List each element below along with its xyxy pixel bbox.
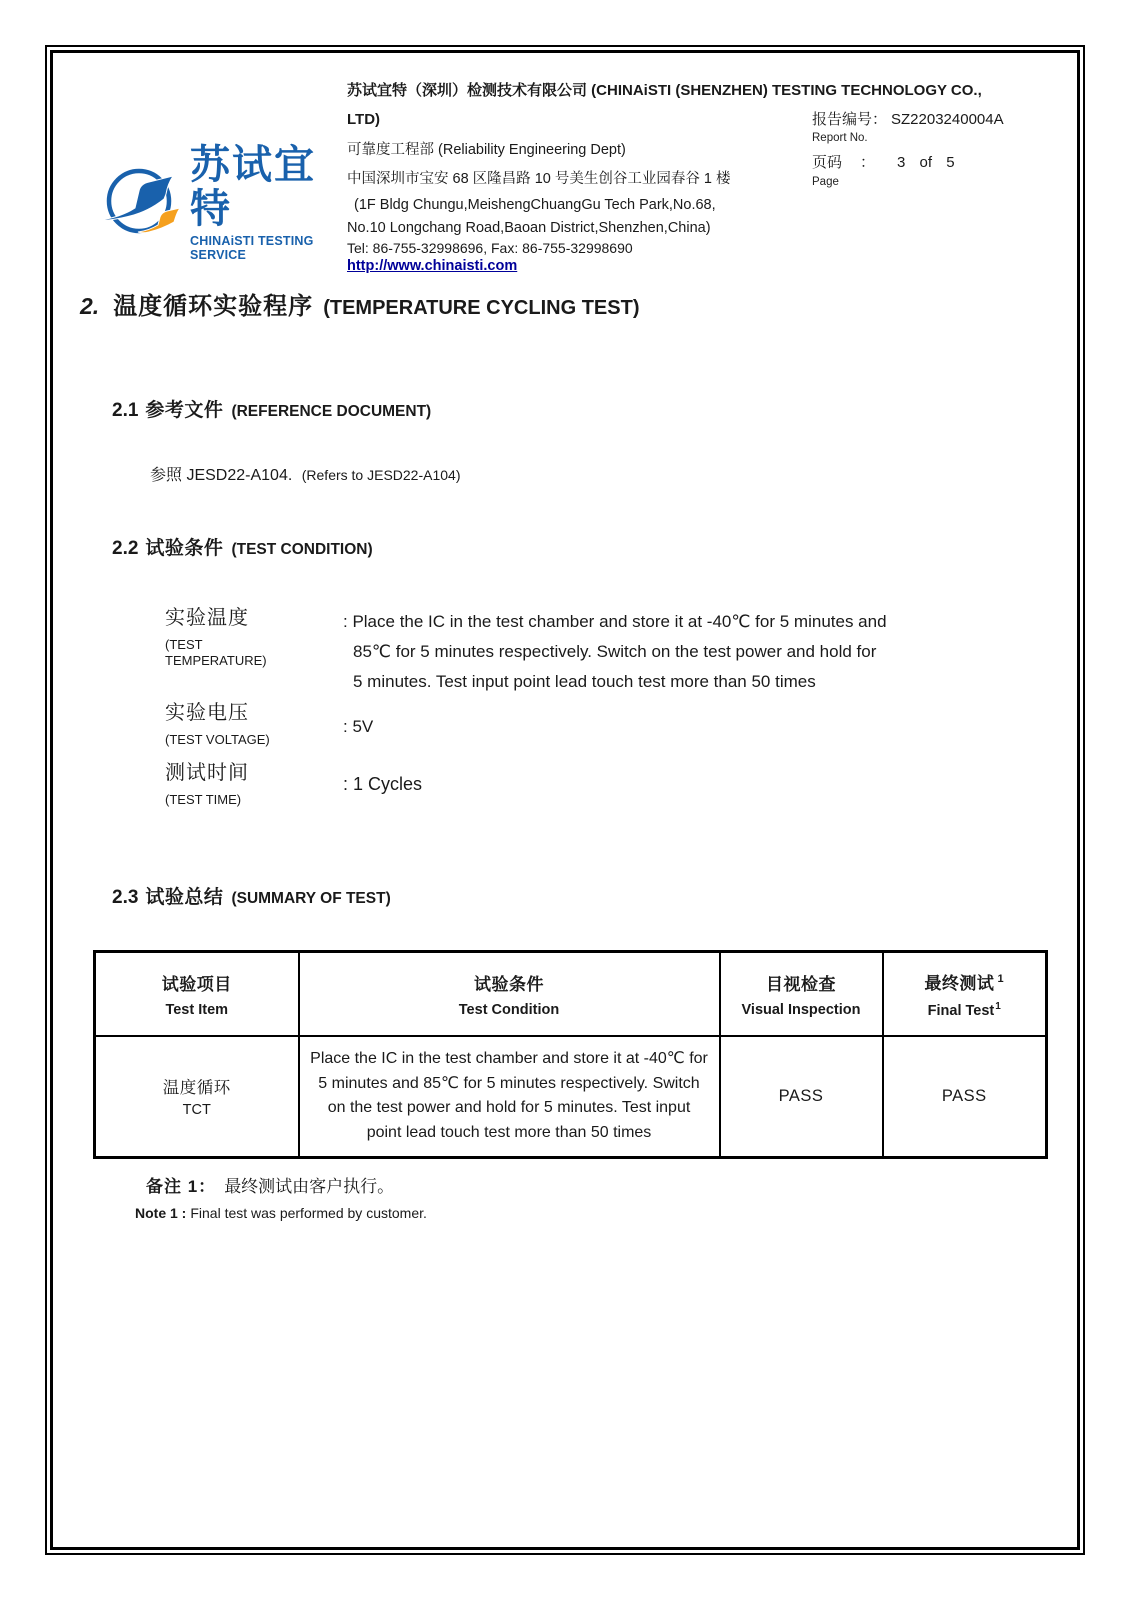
logo-text	[190, 143, 346, 262]
section2-2-title-zh: 试验条件	[145, 538, 224, 559]
page-border-outer	[45, 45, 1085, 1555]
condition-label-zh: 实验电压	[165, 702, 249, 724]
table-header-row	[95, 952, 1047, 1036]
report-number-value: SZ2203240004A	[891, 111, 1004, 128]
condition-label-zh: 测试时间	[165, 762, 249, 784]
logo-name-zh: 苏试宜特	[190, 143, 316, 231]
condition-value	[343, 760, 988, 808]
page-border-inner	[50, 50, 1080, 1550]
section2-1-title-en: (REFERENCE DOCUMENT)	[231, 403, 432, 420]
condition-row-voltage	[165, 700, 988, 748]
cell-visual-inspection	[720, 1036, 883, 1158]
page-separator: ：	[860, 154, 876, 171]
report-meta	[812, 108, 1062, 188]
company-tel-fax: Tel: 86-755-32998696, Fax: 86-755-32998690	[347, 240, 633, 256]
company-address-zh: 中国深圳市宝安 68 区隆昌路 10 号美生创谷工业园春谷 1 楼	[347, 171, 731, 187]
reference-document-line	[150, 462, 460, 485]
note-1-label-zh: 备注 1：	[146, 1177, 217, 1196]
condition-row-temperature	[165, 605, 988, 697]
section2-1-title-zh: 参考文件	[145, 400, 224, 421]
logo-name-en: CHINAiSTI TESTING SERVICE	[190, 234, 314, 262]
summary-of-test-table	[93, 950, 1048, 1159]
condition-value	[343, 605, 988, 697]
test-item-zh: 温度循环	[162, 1079, 231, 1098]
page-number-value: 3 of 5	[897, 154, 955, 171]
page-number-row	[812, 151, 1062, 172]
section2-2-title-en: (TEST CONDITION)	[231, 541, 373, 558]
note-1-text-en: Final test was performed by customer.	[190, 1205, 427, 1221]
reference-zh: 参照 JESD22-A104.	[150, 467, 293, 484]
visual-inspection-result: PASS	[778, 1086, 824, 1105]
header-zh: 试验条件	[474, 974, 544, 994]
section2-3-title-en: (SUMMARY OF TEST)	[231, 890, 391, 907]
header-en: Test Item	[165, 1001, 229, 1018]
condition-label	[165, 700, 343, 748]
cell-test-condition	[299, 1036, 720, 1158]
section2-3-heading	[112, 882, 391, 909]
test-item-en: TCT	[182, 1102, 211, 1119]
column-header-test-condition	[299, 952, 720, 1036]
condition-value	[343, 700, 988, 748]
condition-row-time	[165, 760, 988, 808]
section2-2-heading	[112, 533, 373, 560]
reference-en: (Refers to JESD22-A104)	[301, 467, 461, 483]
footnote-marker: 1	[997, 973, 1005, 986]
section2-title-en: (TEMPERATURE CYCLING TEST)	[323, 297, 640, 319]
condition-value-line: : Place the IC in the test chamber and store it at -40℃ for 5 minutes and	[343, 612, 887, 631]
condition-label-en: (TEST VOLTAGE)	[165, 732, 270, 747]
note-1-zh	[135, 1172, 427, 1197]
section2-number: 2.	[80, 293, 100, 319]
header-en: Final Test$^1$	[927, 1000, 1001, 1019]
footnotes	[135, 1172, 427, 1221]
condition-value-line: : 1 Cycles	[343, 774, 423, 794]
section2-title-zh: 温度循环实验程序	[113, 293, 314, 320]
company-address-en1: (1F Bldg Chungu,MeishengChuangGu Tech Park,No.68,	[354, 197, 716, 213]
header-en: Visual Inspection	[741, 1001, 861, 1018]
test-condition-text: Place the IC in the test chamber and store it at -40℃ for 5 minutes and 85℃ for 5 minutes respectively. Switch on the test power and hold for 5 minutes. Test input point lead touch test more than 50 times	[310, 1050, 708, 1141]
company-name-line1: 苏试宜特（深圳）检测技术有限公司 (CHINAiSTI (SHENZHEN) TESTING TECHNOLOGY CO.,	[347, 82, 982, 99]
section2-3-title-zh: 试验总结	[145, 887, 224, 908]
logo-swoosh-icon	[96, 163, 184, 243]
section2-title	[80, 286, 639, 321]
report-number-row	[812, 108, 1062, 129]
section2-2-number: 2.2	[112, 538, 139, 559]
table-row-tct	[95, 1036, 1047, 1158]
condition-value-line: : 5V	[343, 717, 374, 736]
note-1-text-zh: 最终测试由客户执行。	[224, 1177, 395, 1196]
company-logo	[96, 143, 346, 262]
note-1-en	[135, 1205, 427, 1221]
company-department: 可靠度工程部 (Reliability Engineering Dept)	[347, 142, 626, 158]
condition-value-line: 85℃ for 5 minutes respectively. Switch on the test power and hold for	[353, 642, 877, 661]
section2-3-number: 2.3	[112, 887, 139, 908]
header-en: Test Condition	[458, 1001, 560, 1018]
cell-final-test	[883, 1036, 1047, 1158]
condition-label-en: (TEST TEMPERATURE)	[165, 637, 267, 668]
final-test-result: PASS	[941, 1086, 987, 1105]
page-label-en: Page	[812, 176, 839, 188]
condition-label-en: (TEST TIME)	[165, 792, 242, 807]
condition-label	[165, 605, 343, 697]
condition-label-zh: 实验温度	[165, 607, 249, 629]
column-header-test-item	[95, 952, 299, 1036]
column-header-visual-inspection	[720, 952, 883, 1036]
condition-value-line: 5 minutes. Test input point lead touch test more than 50 times	[353, 672, 816, 691]
company-address-en2: No.10 Longchang Road,Baoan District,Shenzhen,China)	[347, 220, 711, 236]
column-header-final-test	[883, 952, 1047, 1036]
company-website-link[interactable]: http://www.chinaisti.com	[347, 258, 518, 274]
header-zh: 试验项目	[161, 974, 232, 994]
cell-test-item	[95, 1036, 299, 1158]
page-label-zh: 页码	[812, 154, 843, 171]
footnote-marker: 1	[995, 1000, 1001, 1012]
header-zh: 目视检查	[766, 974, 836, 994]
section2-1-number: 2.1	[112, 400, 139, 421]
condition-label	[165, 760, 343, 808]
company-name-line2: LTD)	[347, 111, 381, 128]
header-zh: 最终测试 $^1$	[924, 973, 1005, 993]
report-number-label-zh: 报告编号：	[812, 111, 888, 128]
note-1-label-en: Note 1 :	[135, 1205, 187, 1221]
report-number-label-en: Report No.	[812, 132, 868, 144]
section2-1-heading	[112, 395, 431, 422]
